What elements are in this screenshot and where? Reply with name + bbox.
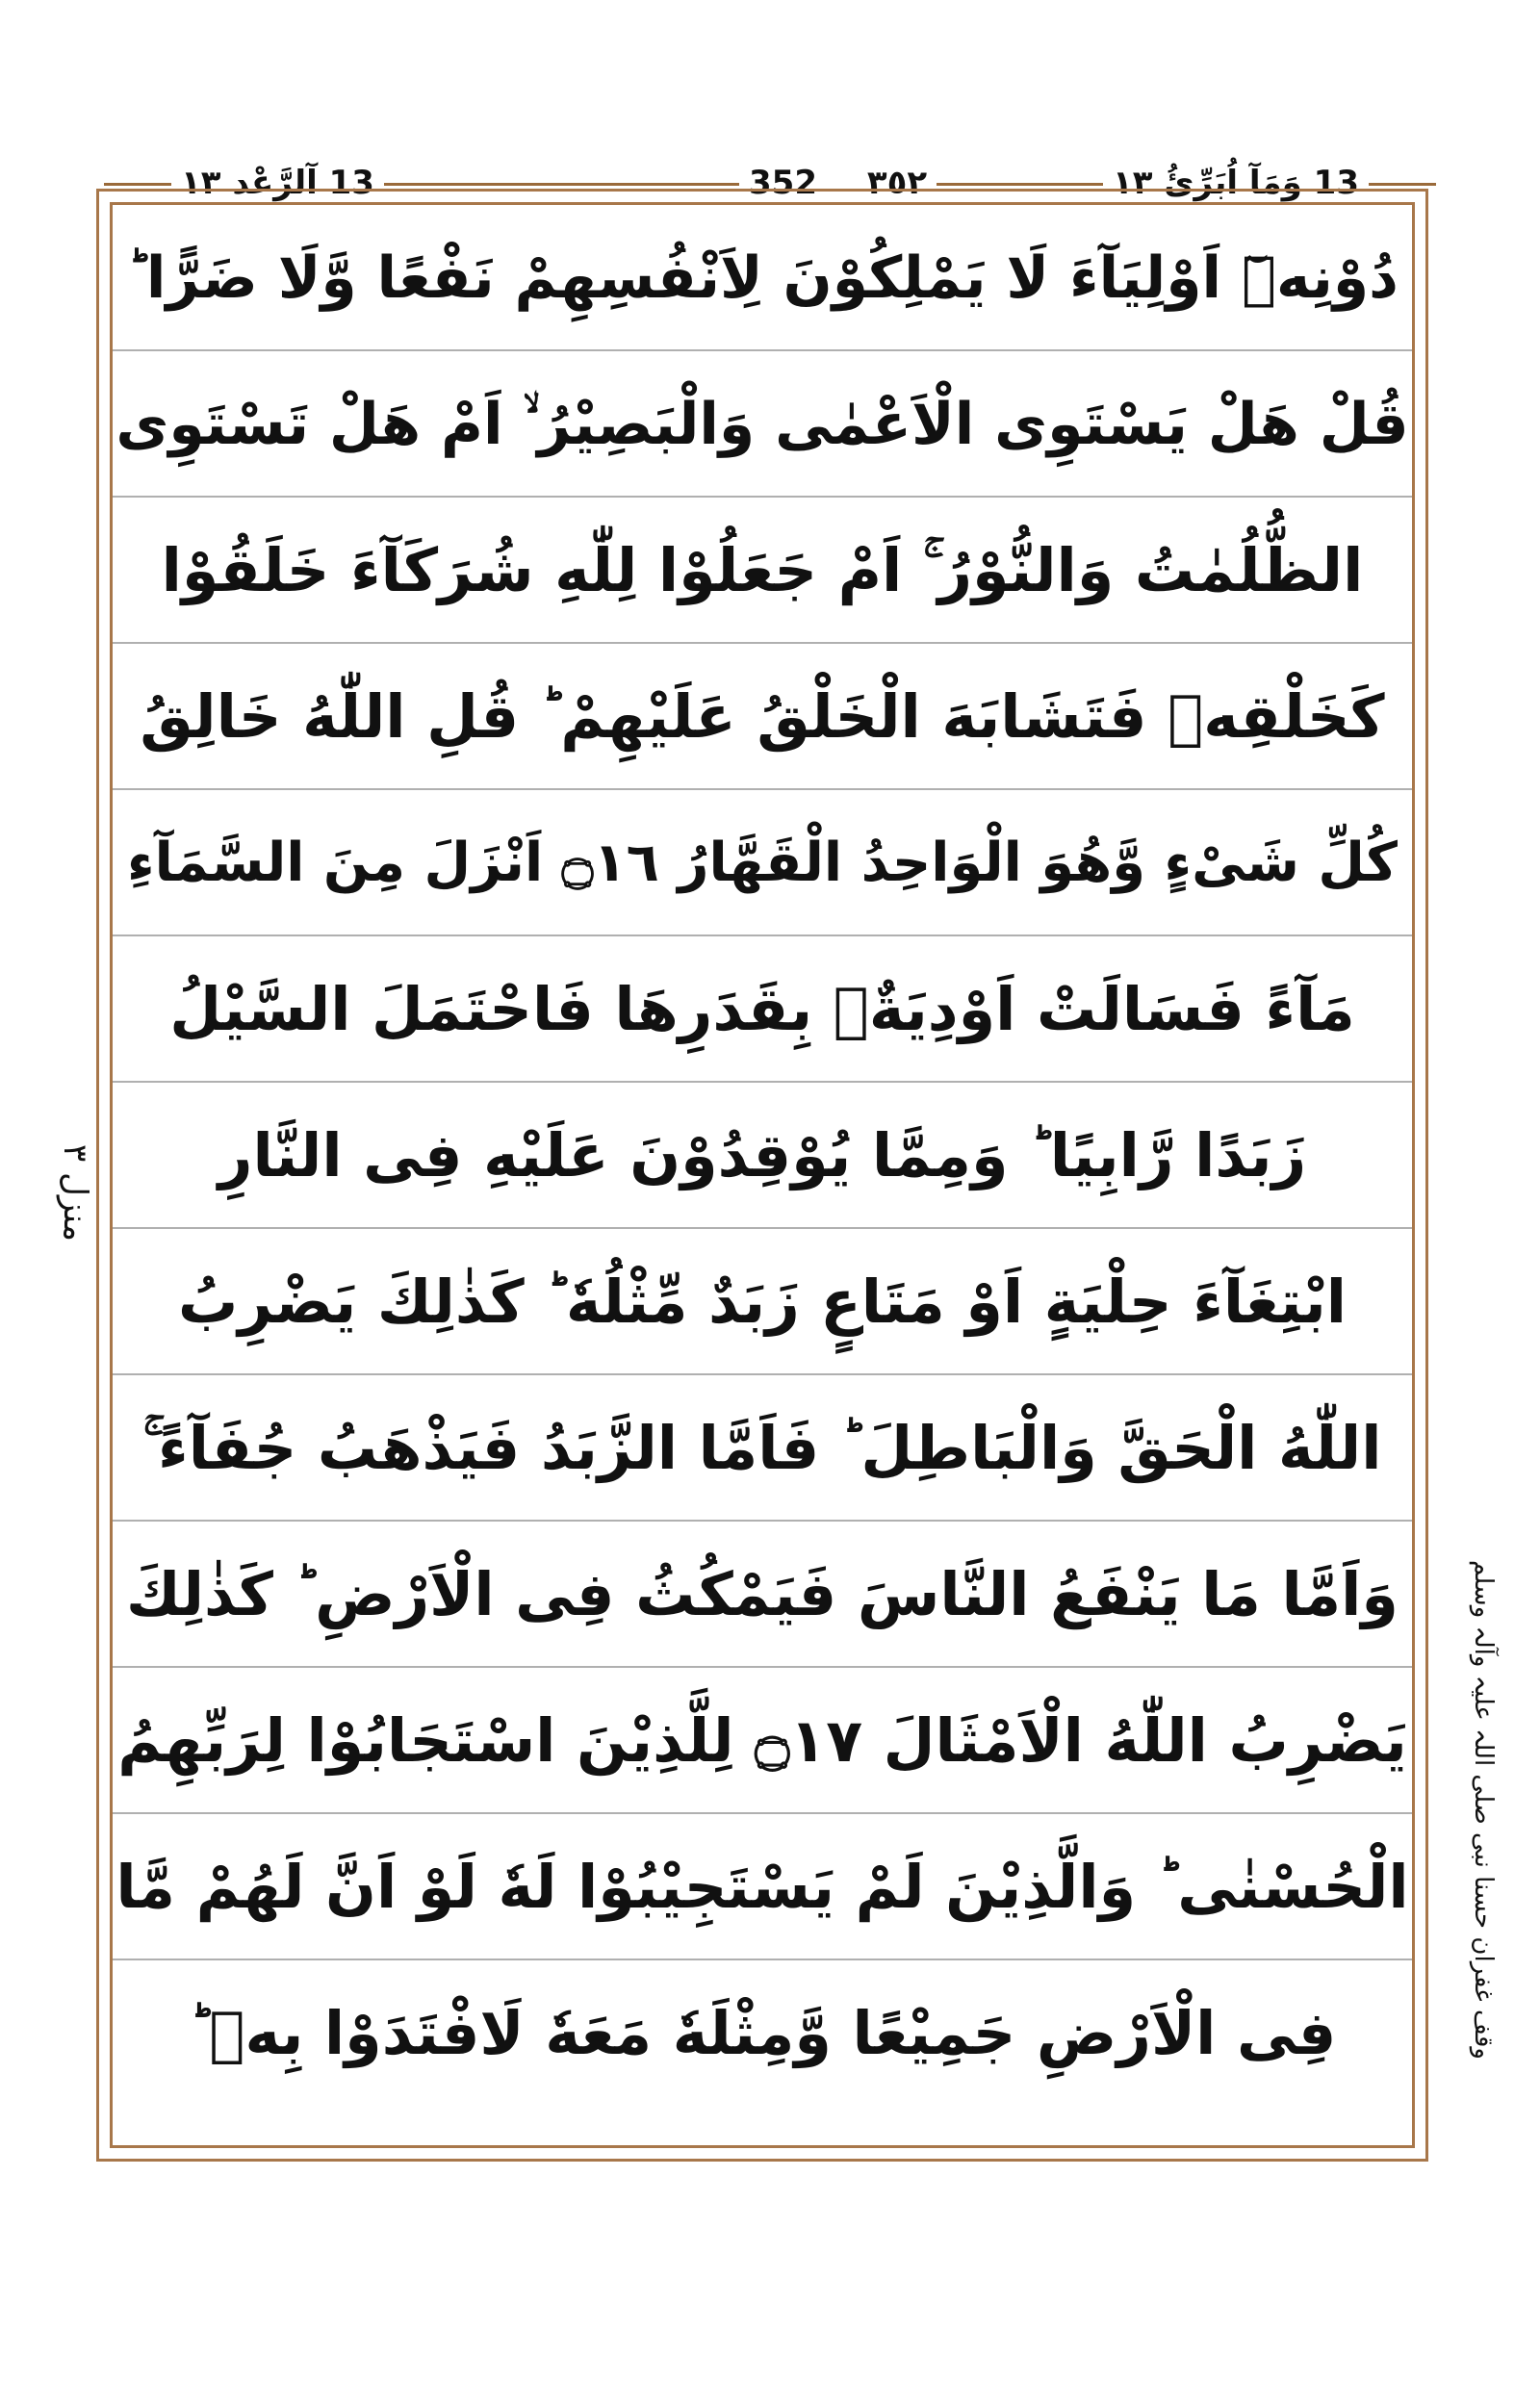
quran-line: زَبَدًا رَّابِيًا ؕ وَمِمَّا يُوْقِدُوْنَ عَلَيْهِ فِى النَّارِ: [113, 1083, 1412, 1229]
surah-name: 13 آلرَّعْد ١٣: [171, 162, 384, 204]
quran-line: وَاَمَّا مَا يَنْفَعُ النَّاسَ فَيَمْكُثُ فِى الْاَرْضِ ؕ كَذٰلِكَ: [113, 1522, 1412, 1668]
waqf-note: وقف غفران حسنا نبی صلی اللہ علیہ وآلہ وسلم: [1469, 1559, 1498, 2060]
quran-line: يَضْرِبُ اللّٰهُ الْاَمْثَالَ ۝١٧ لِلَّذِيْنَ اسْتَجَابُوْا لِرَبِّهِمُ: [113, 1668, 1412, 1814]
quran-line: الْحُسْنٰى ؕ وَالَّذِيْنَ لَمْ يَسْتَجِيْبُوْا لَهٗ لَوْ اَنَّ لَهُمْ مَّا: [113, 1814, 1412, 1960]
quran-line: كُلِّ شَیْءٍ وَّهُوَ الْوَاحِدُ الْقَهَّارُ ۝١٦ اَنْزَلَ مِنَ السَّمَآءِ: [113, 790, 1412, 936]
quran-line: فِى الْاَرْضِ جَمِيْعًا وَّمِثْلَهٗ مَعَهٗ لَافْتَدَوْا بِهٖ ؕ: [188, 1998, 1337, 2068]
page-number-latin: 352: [749, 164, 817, 202]
page-number-arabic: ٣٥٢: [866, 164, 928, 202]
quran-line: اللّٰهُ الْحَقَّ وَالْبَاطِلَ ؕ فَاَمَّا الزَّبَدُ فَيَذْهَبُ جُفَآءً ۚ: [113, 1375, 1412, 1522]
quran-line: دُوْنِهٖٓ اَوْلِيَآءَ لَا يَمْلِكُوْنَ لِاَنْفُسِهِمْ نَفْعًا وَّلَا ضَرًّا ؕ: [113, 205, 1412, 351]
quran-line: كَخَلْقِهٖ فَتَشَابَهَ الْخَلْقُ عَلَيْهِمْ ؕ قُلِ اللّٰهُ خَالِقُ: [113, 644, 1412, 790]
manzil-marker: منزل ٣: [56, 1144, 94, 1242]
quran-line: ابْتِغَآءَ حِلْيَةٍ اَوْ مَتَاعٍ زَبَدٌ مِّثْلُهٗ ؕ كَذٰلِكَ يَضْرِبُ: [113, 1229, 1412, 1375]
quran-line: مَآءً فَسَالَتْ اَوْدِيَةٌۢ بِقَدَرِهَا فَاحْتَمَلَ السَّيْلُ: [113, 936, 1412, 1083]
quran-line: الظُّلُمٰتُ وَالنُّوْرُ ۚ اَمْ جَعَلُوْا لِلّٰهِ شُرَكَآءَ خَلَقُوْا: [113, 498, 1412, 644]
quran-line: قُلْ هَلْ يَسْتَوِى الْاَعْمٰى وَالْبَصِيْرُ ۙ اَمْ هَلْ تَسْتَوِى: [113, 351, 1412, 498]
juz-name: 13 وَمَآ اُبَرِّئُ ١٣: [1103, 162, 1369, 204]
